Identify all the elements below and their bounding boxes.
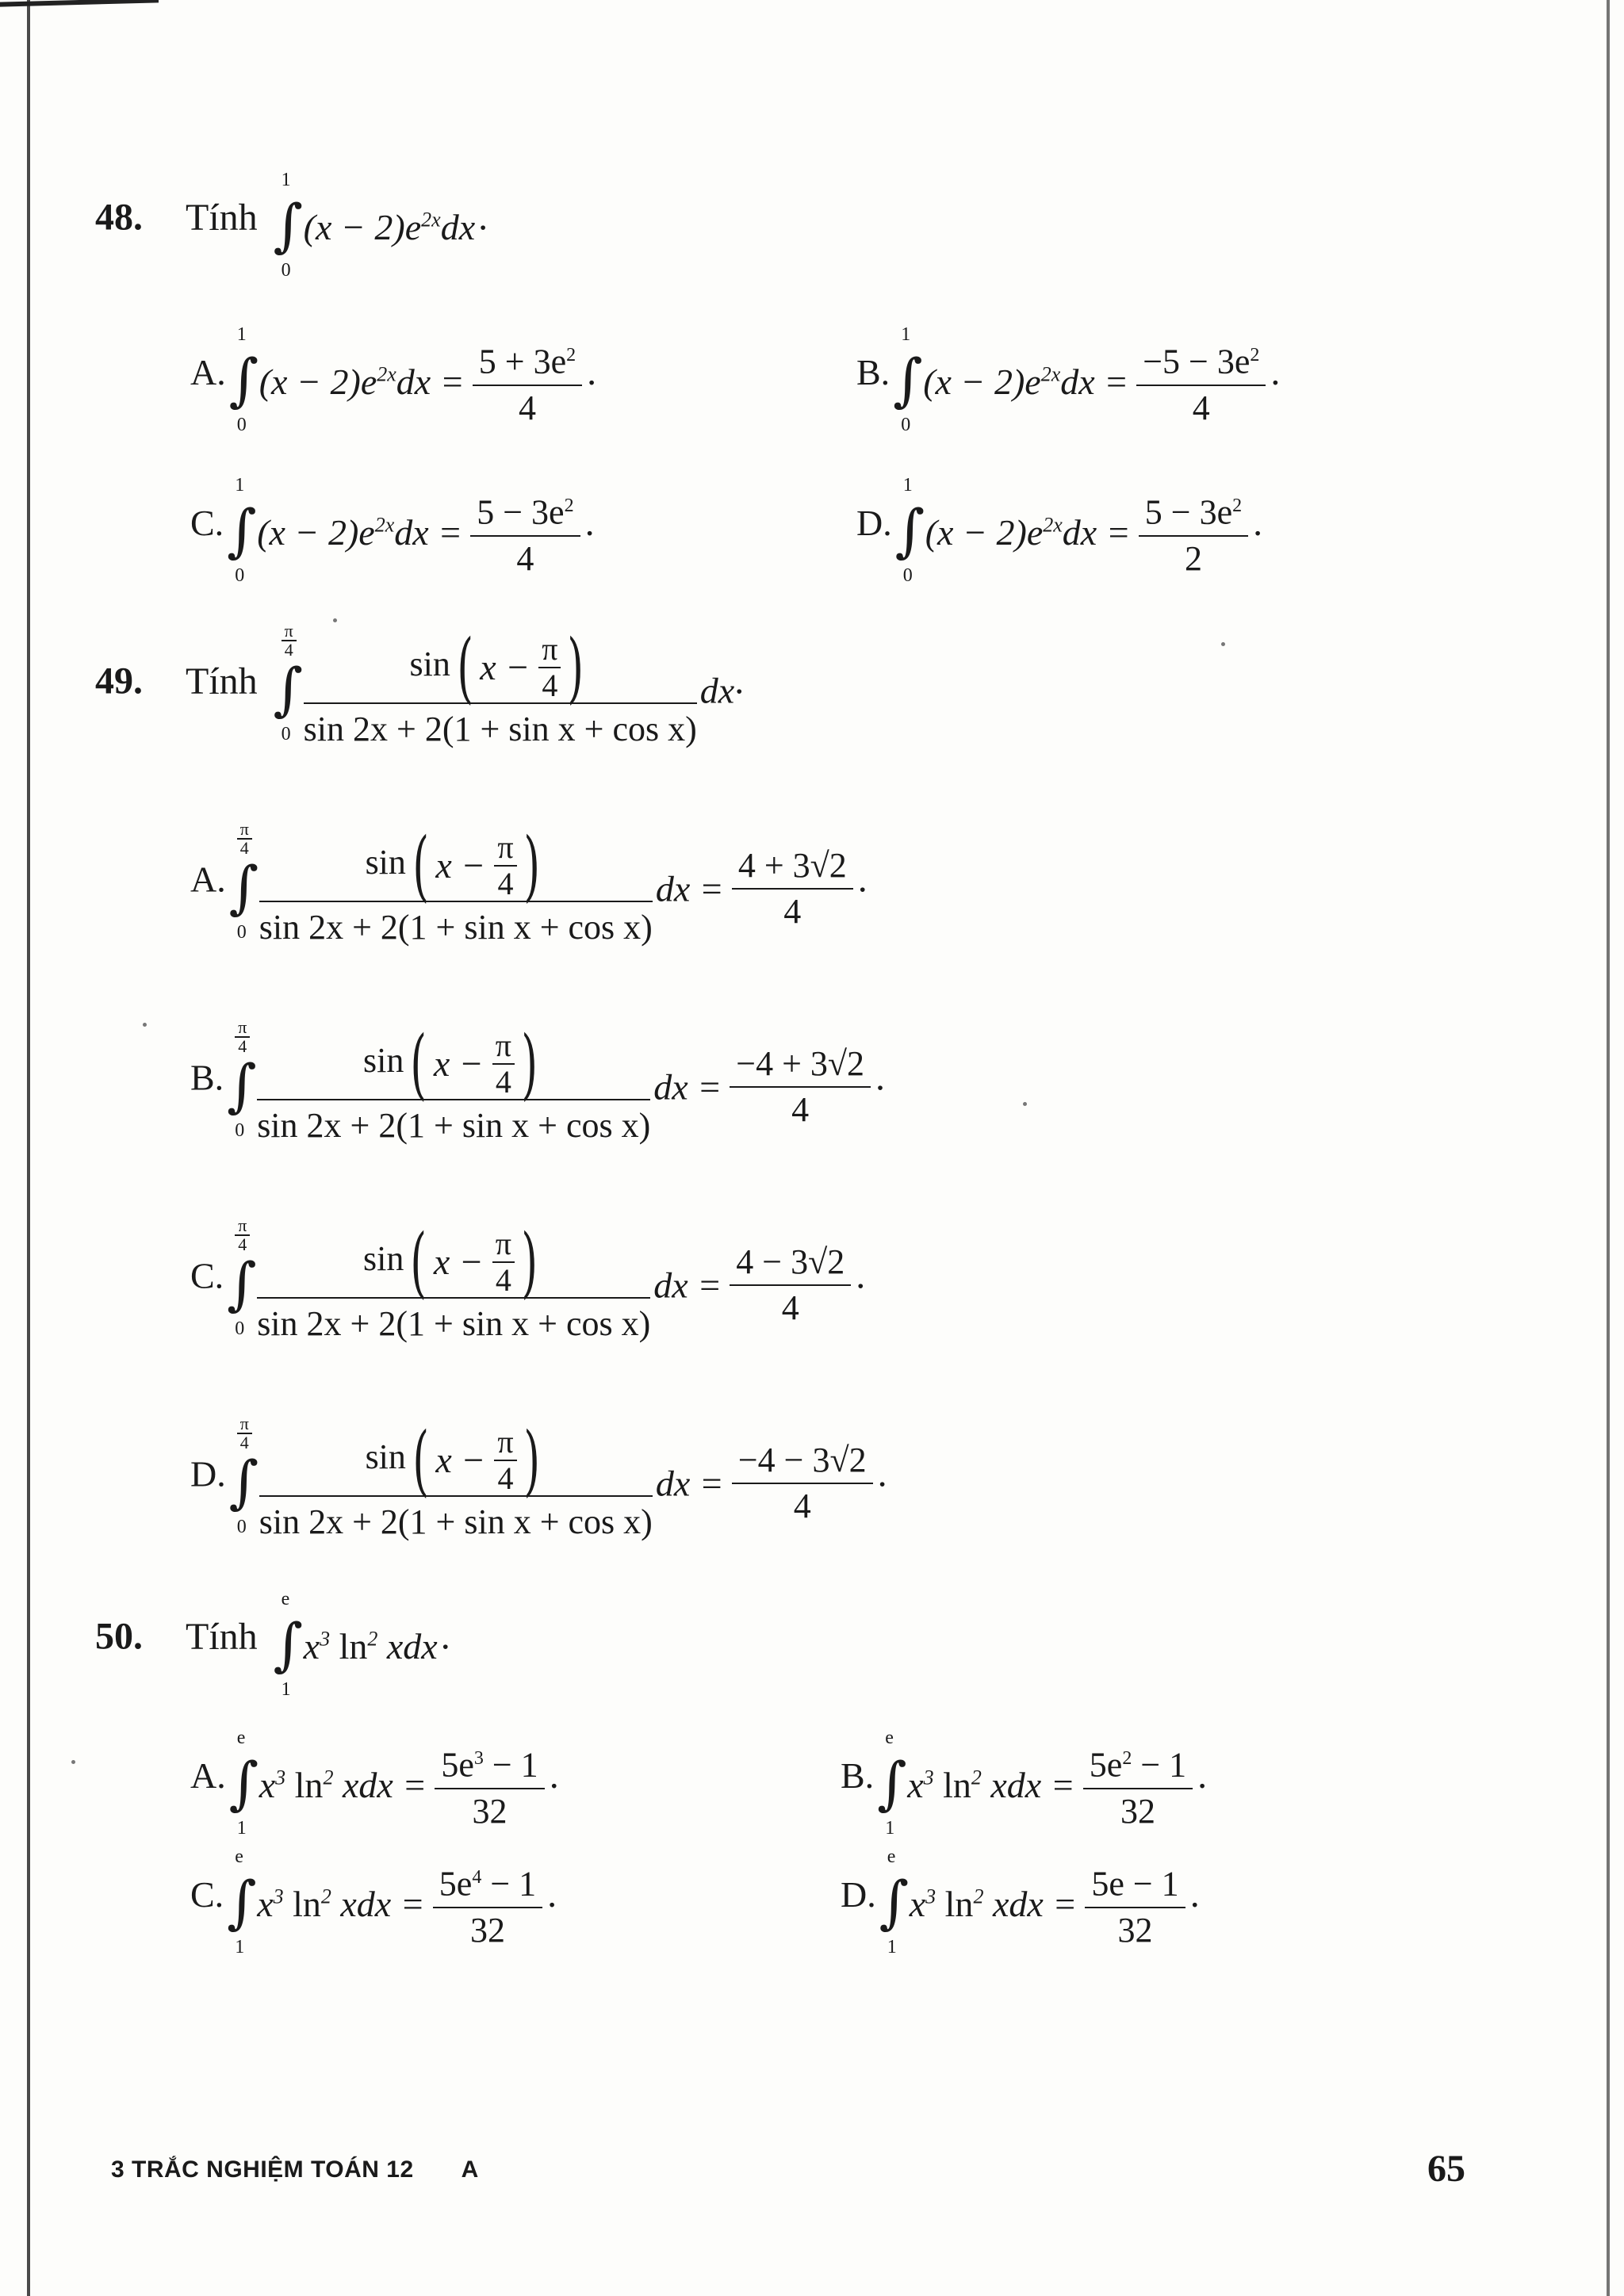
page-edge-right	[1607, 0, 1610, 2296]
option-50-a: A. ∫ e 1 $x^3$ $\ln^2$ xdx = $\frac{5e^3 - 1}{32}$ .	[190, 1728, 559, 1839]
answer-fraction: $\frac{5 - 3e^2}{4}$	[470, 484, 580, 581]
integral-sign: ∫ $\frac{\pi}{4}$ 0	[228, 819, 259, 943]
option-50-d: D. ∫ e 1 $x^3$ $\ln^2$ xdx = $\frac{5e - 1}{32}$ .	[841, 1846, 1200, 1958]
footer-book-title	[111, 2156, 479, 2183]
option-49-b: B. ∫ $\frac{\pi}{4}$ 0 sin( x − $\frac{\pi}{4}$ ) sin 2x + 2(1 + sin x + cos x) dx = $\frac{-4 + 3√2}{4}$ .	[190, 1017, 886, 1145]
integral-sign: ∫ 1 0	[228, 324, 259, 436]
option-50-c: C. ∫ e 1 $x^3$ $\ln^2$ xdx = $\frac{5e^4 - 1}{32}$ .	[190, 1846, 557, 1958]
answer-fraction: $\frac{5 - 3e^2}{2}$	[1139, 484, 1248, 581]
question-number: 50.	[95, 1615, 143, 1658]
option-48-d: D. ∫ 1 0 $(x - 2)e^{2x}dx$ = $\frac{5 - 3e^2}{2}$ .	[856, 475, 1263, 587]
question-prompt: Tính	[186, 196, 258, 239]
question-prompt: Tính	[186, 660, 258, 702]
option-49-c: C. ∫ $\frac{\pi}{4}$ 0 sin( x − $\frac{\pi}{4}$ ) sin 2x + 2(1 + sin x + cos x) dx = $\frac{4 - 3√2}{4}$ .	[190, 1215, 866, 1343]
answer-fraction: $\frac{4 - 3√2}{4}$	[730, 1240, 851, 1330]
scan-speck	[1221, 642, 1225, 646]
integral-sign: ∫ e 1	[879, 1846, 910, 1958]
question-48: 48. Tính ∫ 1 0 $(x - 2)e^{2x}dx$ .	[95, 170, 488, 281]
integral-sign: ∫ $\frac{\pi}{4}$ 0	[273, 621, 304, 744]
answer-fraction: $\frac{5e^3 - 1}{32}$	[435, 1736, 544, 1834]
integral-sign: ∫ 1 0	[893, 324, 923, 436]
integral-sign: ∫ $\frac{\pi}{4}$ 0	[227, 1017, 257, 1141]
option-50-b: B. ∫ e 1 $x^3$ $\ln^2$ xdx = $\frac{5e^2 - 1}{32}$ .	[841, 1728, 1208, 1839]
integral-sign: ∫ e 1	[273, 1589, 304, 1700]
answer-fraction: $\frac{4 + 3√2}{4}$	[732, 844, 853, 934]
question-number: 48.	[95, 196, 143, 239]
integral-sign: ∫ e 1	[227, 1846, 257, 1958]
question-prompt: Tính	[186, 1615, 258, 1658]
integral-sign: ∫ $\frac{\pi}{4}$ 0	[228, 1414, 259, 1537]
answer-fraction: $\frac{-4 - 3√2}{4}$	[732, 1438, 873, 1529]
book-code: A	[461, 2156, 479, 2183]
answer-fraction: $\frac{-4 + 3√2}{4}$	[730, 1042, 871, 1132]
option-48-b: B. ∫ 1 0 $(x - 2)e^{2x}dx$ = $\frac{-5 - 3e^2}{4}$ .	[856, 324, 1281, 436]
question-49: 49. Tính ∫ $\frac{\pi}{4}$ 0 sin( x − $\frac{\pi}{4}$ ) sin 2x + 2(1 + sin x + cos x) dx.	[95, 626, 744, 755]
page-edge-left	[27, 0, 30, 2296]
answer-fraction: $\frac{5e - 1}{32}$	[1085, 1855, 1185, 1953]
integrand-fraction: sin( x − $\frac{\pi}{4}$ ) sin 2x + 2(1 + sin x + cos x)	[303, 622, 697, 748]
integral-sign: ∫ $\frac{\pi}{4}$ 0	[227, 1215, 257, 1339]
book-title: 3 TRẮC NGHIỆM TOÁN 12	[111, 2156, 414, 2183]
integral-sign: ∫ e 1	[877, 1728, 907, 1839]
scan-speck	[71, 1760, 75, 1764]
scan-speck	[143, 1023, 147, 1027]
option-49-d: D. ∫ $\frac{\pi}{4}$ 0 sin( x − $\frac{\pi}{4}$ ) sin 2x + 2(1 + sin x + cos x) dx = $\frac{-4 - 3√2}{4}$ .	[190, 1414, 887, 1541]
answer-fraction: $\frac{5 + 3e^2}{4}$	[473, 333, 582, 430]
corner-mark	[0, 0, 159, 31]
integral-sign: ∫ 1 0	[273, 170, 304, 281]
scan-speck	[333, 618, 337, 622]
question-50: 50. Tính ∫ e 1 $x^3$ $\ln^2$ xdx .	[95, 1589, 450, 1700]
scan-speck	[1023, 1102, 1027, 1106]
integral-sign: ∫ 1 0	[227, 475, 257, 587]
question-number: 49.	[95, 660, 143, 702]
option-48-a: A. ∫ 1 0 $(x - 2)e^{2x}dx$ = $\frac{5 + 3e^2}{4}$ .	[190, 324, 597, 436]
answer-fraction: $\frac{5e^2 - 1}{32}$	[1083, 1736, 1193, 1834]
option-48-c: C. ∫ 1 0 $(x - 2)e^{2x}dx$ = $\frac{5 - 3e^2}{4}$ .	[190, 475, 595, 587]
answer-fraction: $\frac{5e^4 - 1}{32}$	[433, 1855, 542, 1953]
option-49-a: A. ∫ $\frac{\pi}{4}$ 0 sin( x − $\frac{\pi}{4}$ ) sin 2x + 2(1 + sin x + cos x) dx = $\frac{4 + 3√2}{4}$ .	[190, 819, 868, 947]
answer-fraction: $\frac{-5 - 3e^2}{4}$	[1136, 333, 1266, 430]
integral-sign: ∫ e 1	[228, 1728, 259, 1839]
integral-sign: ∫ 1 0	[894, 475, 925, 587]
page-number: 65	[1427, 2148, 1465, 2190]
integrand: $(x - 2)e^{2x}dx$	[303, 206, 476, 247]
